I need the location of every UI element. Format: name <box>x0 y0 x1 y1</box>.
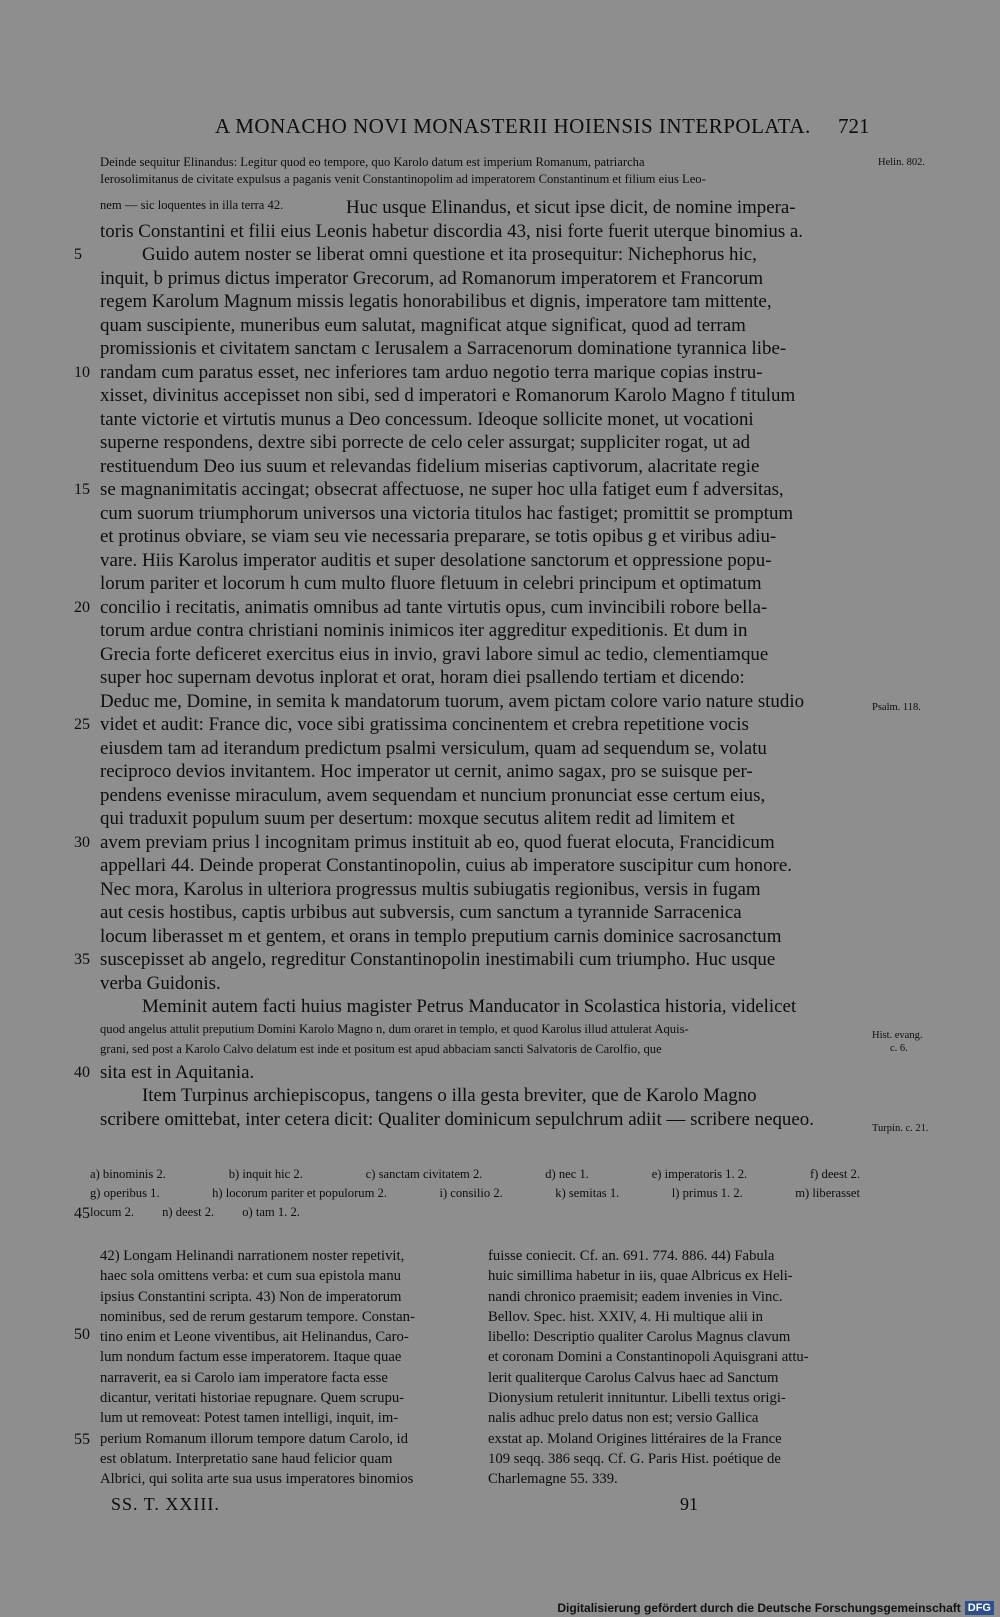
footnote-line: 42) Longam Helinandi narrationem noster repetivit, <box>100 1248 405 1264</box>
text-line: Grecia forte deficeret exercitus eius in invio, gravi labore simul ac tedio, clementiamque <box>100 643 769 665</box>
footnotes-left-column <box>100 1246 480 1490</box>
apparatus-entry: h) locorum pariter et populorum 2. <box>212 1186 387 1200</box>
apparatus-entry: o) tam 1. 2. <box>242 1205 300 1219</box>
page-number: 721 <box>838 114 870 138</box>
main-text-block <box>100 154 870 188</box>
margin-note: Helin. 802. <box>878 157 925 168</box>
text-line: qui traduxit populum suum per desertum: moxque secutus alitem redit ad limitem et <box>100 808 735 829</box>
apparatus-row <box>90 1186 860 1201</box>
line-number: 55 <box>74 1431 90 1448</box>
apparatus-entry: b) inquit hic 2. <box>228 1167 303 1181</box>
text-line: grani, sed post a Karolo Calvo delatum est inde et positum est apud abbaciam sancti Salvatoris de Carolfio, que <box>100 1041 662 1056</box>
banner-text: Digitalisierung gefördert durch die Deutsche Forschungsgemeinschaft <box>557 1600 961 1615</box>
footnote-line: huic simillima habetur in iis, quae Albricus ex Heli- <box>488 1268 793 1285</box>
line-number: 35 <box>74 951 90 968</box>
line-number: 15 <box>74 481 90 498</box>
text-line: videt et audit: France dic, voce sibi gratissima concinentem et crebra repetitione vocis <box>100 714 749 735</box>
footnote-line: haec sola omittens verba: et cum sua epistola manu <box>100 1268 402 1285</box>
footnote-line: Bellov. Spec. hist. XXIV, 4. Hi multique alii in <box>488 1308 763 1325</box>
apparatus-entry: g) operibus 1. <box>90 1186 160 1200</box>
line-number: 30 <box>74 833 90 851</box>
intro-line: Ierosolimitanus de civitate expulsus a paganis venit Constantinopolim ad imperatorem Constantinum et filium eius Leo- <box>100 172 706 186</box>
footnote-line: Charlemagne 55. 339. <box>488 1471 618 1488</box>
text-line: Guido autem noster se liberat omni questione et ita prosequitur: Nichephorus hic, <box>142 244 757 265</box>
footnote-line: 109 seqq. 386 seqq. Cf. G. Paris Hist. poétique de <box>488 1450 781 1467</box>
text-line: super hoc supernam devotus inplorat et orat, horam diei psallendo tertiam et dicendo: <box>100 667 745 688</box>
text-line: concilio i recitatis, animatis omnibus ad tante virtutis opus, cum invincibili robore bella- <box>100 596 768 618</box>
margin-note: Psalm. 118. <box>872 702 921 713</box>
intro-line: Deinde sequitur Elinandus: Legitur quod eo tempore, quo Karolo datum est imperium Romanum, patriarcha <box>100 155 645 169</box>
footnote-line: nandi chronico praemisit; eadem invenies in Vinc. <box>488 1288 783 1305</box>
apparatus-entry: d) nec 1. <box>545 1167 589 1181</box>
apparatus-entry: n) deest 2. <box>162 1205 215 1219</box>
line-number: 25 <box>74 716 90 733</box>
text-line: toris Constantini et filii eius Leonis habetur discordia 43, nisi forte fuerit uterque binomius a. <box>100 220 804 242</box>
apparatus-entry: i) consilio 2. <box>439 1186 503 1200</box>
footnote-line: dicantur, veritati historiae repugnare. Quem scrupu- <box>100 1390 405 1407</box>
line-number: 10 <box>74 363 90 381</box>
text-line: Nec mora, Karolus in ulteriora progressus multis subiugatis regionibus, versis in fugam <box>100 878 761 900</box>
line-number: 40 <box>74 1063 90 1081</box>
footnote-line: Dionysium retulerit innituntur. Libelli textus origi- <box>488 1390 786 1407</box>
footnotes-right-column <box>488 1246 868 1490</box>
apparatus-entry: e) imperatoris 1. 2. <box>651 1167 748 1181</box>
text-line: aut cesis hostibus, captis urbibus aut subversis, cum sanctum a tyrannide Sarracenica <box>100 902 742 923</box>
text-line: scribere omittebat, inter cetera dicit: Qualiter dominicum sepulchrum adiit — scribere nequeo. <box>100 1108 814 1130</box>
footnote-line: libello: Descriptio qualiter Carolus Magnus clavum <box>488 1329 791 1346</box>
text-line: superne respondens, dextre sibi porrecte de celo celer assurgat; suppliciter rogat, ut ad <box>100 432 751 453</box>
text-line: locum liberasset m et gentem, et orans in templo preputium carnis dominice sacrosanctum <box>100 925 782 947</box>
text-line: suscepisset ab angelo, regreditur Constantinopolin inestimabili cum triumpho. Huc usque <box>100 949 776 970</box>
footnote-line: exstat ap. Moland Origines littéraires de la France <box>488 1430 782 1447</box>
line-number: 20 <box>74 598 90 616</box>
text-line: tante victorie et virtutis munus a Deo concessum. Ideoque sollicite monet, ut vocationi <box>100 408 754 430</box>
text-line: regem Karolum Magnum missis legatis honorabilibus et dignis, imperatore tam mittente, <box>100 291 772 312</box>
footnote-line: tino enim et Leone viventibus, ait Helinandus, Caro- <box>100 1329 409 1346</box>
sheet-number: 91 <box>680 1494 698 1514</box>
margin-note: Hist. evang. <box>872 1030 923 1041</box>
apparatus-entry: a) binominis 2. <box>90 1167 166 1181</box>
footnote-line: ipsius Constantini scripta. 43) Non de imperatorum <box>100 1288 402 1305</box>
margin-note: Turpin. c. 21. <box>872 1123 929 1134</box>
line-number: 50 <box>74 1326 90 1343</box>
intro-line: nem — sic loquentes in illa terra 42. <box>100 198 284 212</box>
apparatus-entry: f) deest 2. <box>809 1167 860 1181</box>
text-line: avem previam prius l incognitam primus instituit ab eo, quod fuerat elocuta, Francidicum <box>100 831 775 853</box>
margin-note: c. 6. <box>890 1043 908 1054</box>
text-line: promissionis et civitatem sanctam c Ierusalem a Sarracenorum dominatione tyrannica libe- <box>100 338 787 359</box>
text-line: appellari 44. Deinde properat Constantinopolin, cuius ab imperatore suscipitur cum honore. <box>100 855 792 876</box>
text-line: quod angelus attulit preputium Domini Karolo Magno n, dum oraret in templo, et quod Karolus illud attulerat Aquis- <box>100 1021 689 1036</box>
text-line: torum ardue contra christiani nominis inimicos iter aggreditur expeditionis. Et dum in <box>100 620 748 641</box>
footnote-line: Albrici, qui solita arte sua usus imperatores binomios <box>100 1471 414 1488</box>
footnote-line: lum nondum factum esse imperatorem. Itaque quae <box>100 1349 402 1366</box>
text-line: Huc usque Elinandus, et sicut ipse dicit, de nomine impera- <box>346 197 796 218</box>
line-number: 5 <box>74 246 82 263</box>
text-line: reciproco devios invitantem. Hoc imperator ut cernit, animo sagax, pro se suisque per- <box>100 761 753 782</box>
apparatus-entry: m) liberasset <box>795 1186 860 1200</box>
footnote-line: nalis adhuc prelo datus non est; versio Gallica <box>488 1410 759 1427</box>
footnote-line: lum ut removeat: Potest tamen intelligi, inquit, im- <box>100 1410 399 1427</box>
footnote-line: lerit qualiterque Carolus Calvus haec ad Sanctum <box>488 1369 779 1386</box>
footnote-line: nominibus, sed de rerum gestarum tempore. Constan- <box>100 1308 415 1325</box>
text-line: se magnanimitatis accingat; obsecrat affectuose, ne super hoc ulla fatiget eum f adversitas, <box>100 479 784 500</box>
apparatus-entry: c) sanctam civitatem 2. <box>365 1167 483 1181</box>
text-line: pendens evenisse miraculum, avem sequendam et nuncium pronunciat esse certum eius, <box>100 784 766 806</box>
signature-mark: SS. T. XXIII. <box>111 1494 220 1514</box>
text-line: eiusdem tam ad iterandum predictum psalmi versiculum, quam ad sequendum se, volatu <box>100 737 767 759</box>
text-line: inquit, b primus dictus imperator Grecorum, ad Romanorum imperatorem et Francorum <box>100 267 764 289</box>
text-line: Meminit autem facti huius magister Petrus Manducator in Scolastica historia, videlicet <box>142 996 797 1017</box>
text-line: cum suorum triumphorum universos una victoria titulos hac fastiget; promittit se promptum <box>100 502 794 524</box>
footnote-line: fuisse coniecit. Cf. an. 691. 774. 886. 44) Fabula <box>488 1248 775 1264</box>
footnote-line: et coronam Domini a Constantinopoli Aquisgrani attu- <box>488 1349 809 1366</box>
text-line: restituendum Deo ius suum et relevandas fidelium miserias captivorum, alacritate regie <box>100 455 760 477</box>
footnote-line: narraverit, ea si Carolo iam imperatore facta esse <box>100 1369 388 1386</box>
text-line: Deduc me, Domine, in semita k mandatorum tuorum, avem pictam colore vario nature studio <box>100 690 805 712</box>
text-line: sita est in Aquitania. <box>100 1061 255 1083</box>
text-line: randam cum paratus esset, nec inferiores tam arduo negotio terra marique copias instru- <box>100 361 763 383</box>
text-line: lorum pariter et locorum h cum multo fluore fletuum in celebri principum et optimatum <box>100 573 762 594</box>
apparatus-entry: locum 2. <box>90 1205 135 1219</box>
apparatus-row <box>90 1167 860 1182</box>
footnote-line: est oblatum. Interpretatio sane haud felicior quam <box>100 1450 393 1467</box>
text-line: quam suscipiente, muneribus eum salutat, magnificat atque significat, quod ad terram <box>100 314 746 336</box>
running-header: A MONACHO NOVI MONASTERII HOIENSIS INTERPOLATA. <box>215 114 811 138</box>
footnote-line: perium Romanum illorum tempore datum Carolo, id <box>100 1430 408 1447</box>
dfg-logo: DFG <box>965 1601 994 1615</box>
apparatus-entry: l) primus 1. 2. <box>671 1186 743 1200</box>
text-line: vare. Hiis Karolus imperator auditis et super desolatione sanctorum et oppressione popu- <box>100 549 772 571</box>
text-line: et protinus obviare, se viam seu vie necessaria preparare, se totis opibus g et viribus adiu- <box>100 526 777 547</box>
apparatus-row <box>90 1205 860 1220</box>
apparatus-entry: k) semitas 1. <box>555 1186 620 1200</box>
line-number: 45 <box>74 1205 90 1222</box>
digitization-banner <box>0 1598 1000 1617</box>
text-line: Item Turpinus archiepiscopus, tangens o illa gesta breviter, que de Karolo Magno <box>142 1085 757 1106</box>
text-line: verba Guidonis. <box>100 972 221 994</box>
text-line: xisset, divinitus accepisset non sibi, sed d imperatori e Romanorum Karolo Magno f titulum <box>100 385 796 406</box>
